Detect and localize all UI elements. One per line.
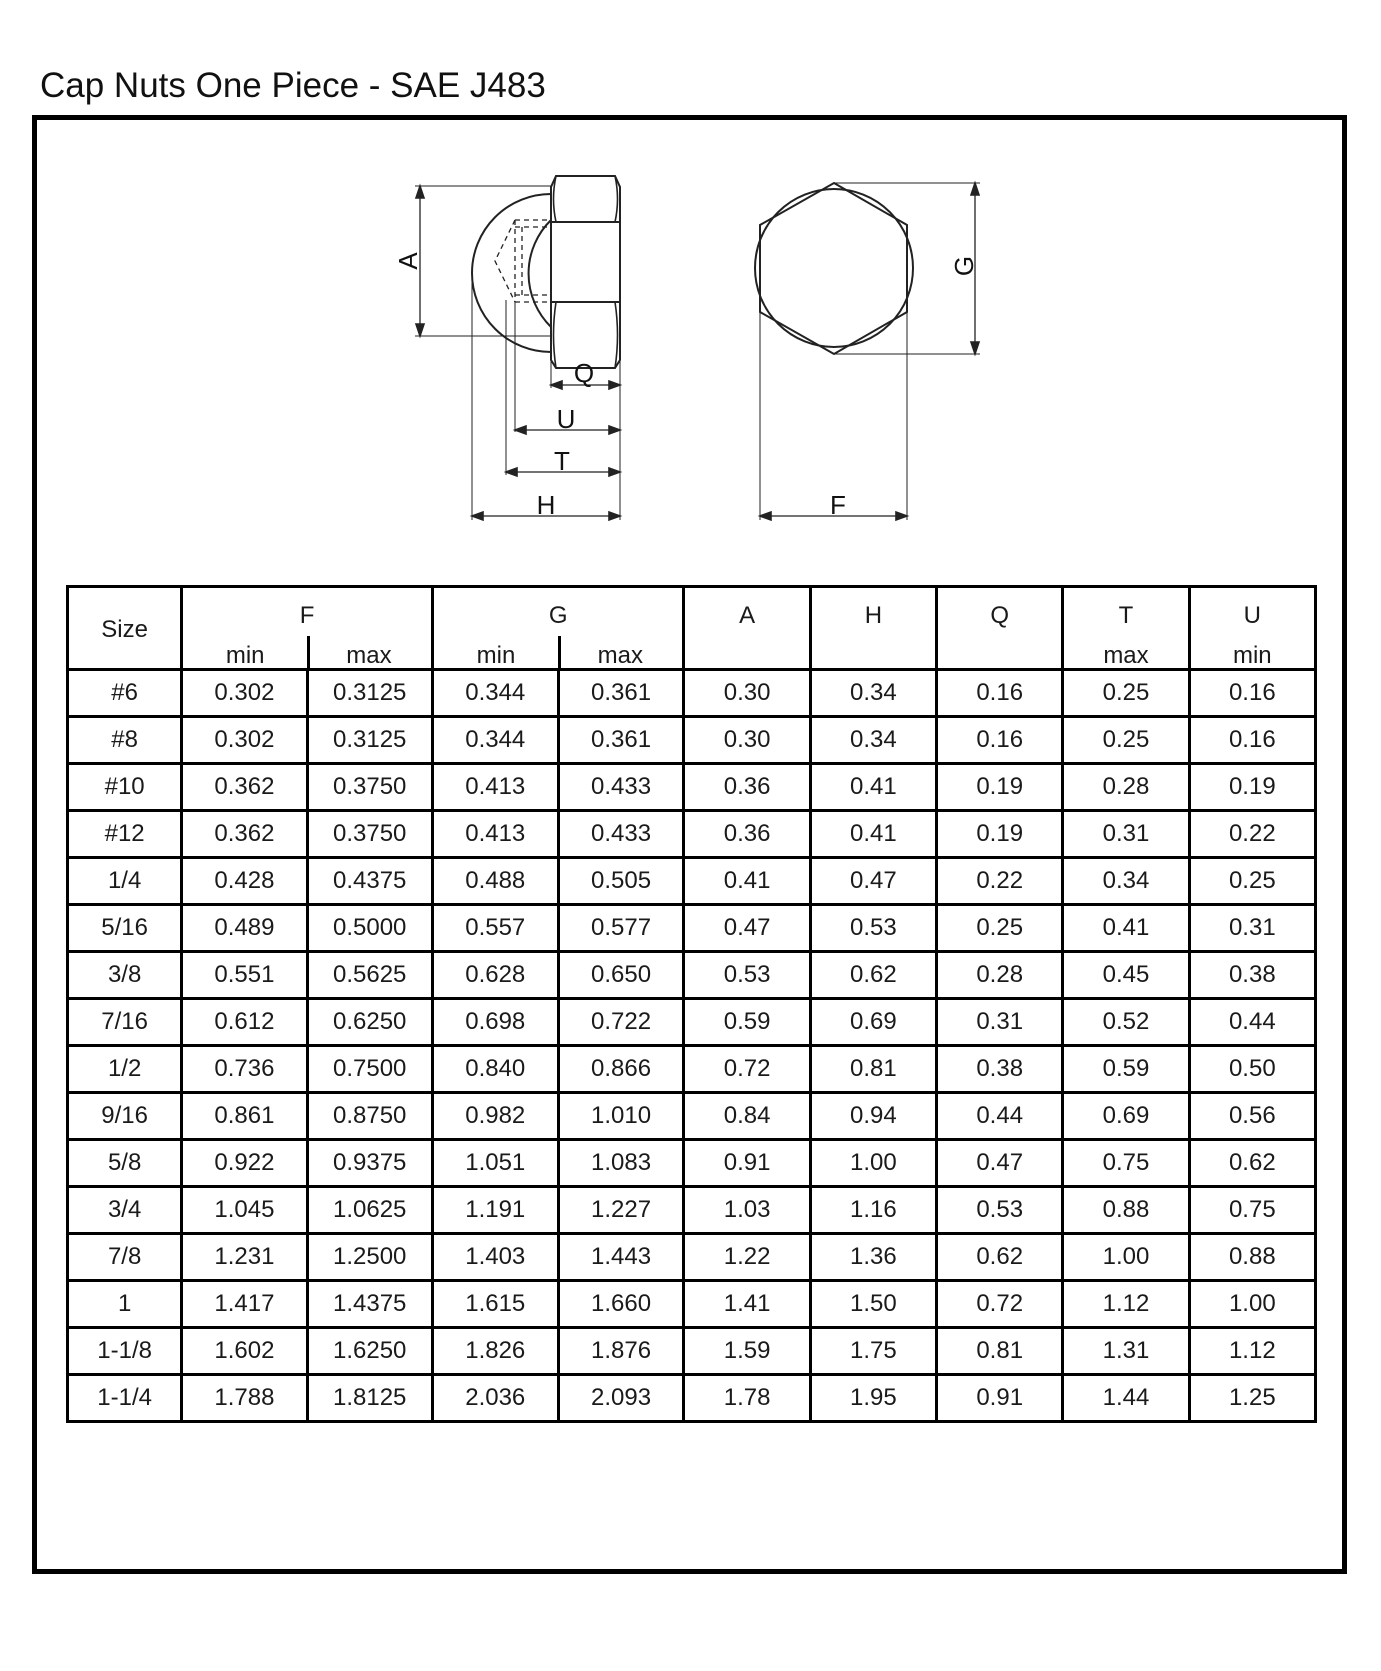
cell-T: 0.31 xyxy=(1063,811,1189,858)
cell-F-max: 1.8125 xyxy=(306,1376,431,1420)
cell-size: #10 xyxy=(68,764,182,811)
cell-A: 1.78 xyxy=(684,1375,810,1422)
cell-U: 0.38 xyxy=(1189,952,1315,999)
cell-A: 1.22 xyxy=(684,1234,810,1281)
cell-F xyxy=(182,1093,433,1140)
cell-H: 0.53 xyxy=(810,905,936,952)
cell-A: 0.47 xyxy=(684,905,810,952)
cell-F xyxy=(182,858,433,905)
cell-G-min: 2.036 xyxy=(465,1384,526,1411)
cell-T: 1.44 xyxy=(1063,1375,1189,1422)
cell-Q: 0.16 xyxy=(937,717,1063,764)
cell-Q: 0.19 xyxy=(937,811,1063,858)
cell-G-max: 0.866 xyxy=(557,1047,683,1091)
cell-G-max: 1.876 xyxy=(557,1329,683,1373)
cell-H: 0.41 xyxy=(810,811,936,858)
cell-F-max: 0.3750 xyxy=(306,765,431,809)
cell-H: 1.75 xyxy=(810,1328,936,1375)
cell-G xyxy=(432,811,684,858)
page-title: Cap Nuts One Piece - SAE J483 xyxy=(40,66,546,105)
header-T-max: max xyxy=(1103,642,1149,669)
cell-T: 0.52 xyxy=(1063,999,1189,1046)
cell-size: #6 xyxy=(68,670,182,717)
cell-T: 0.25 xyxy=(1063,717,1189,764)
cell-A: 0.91 xyxy=(684,1140,810,1187)
cell-F-max: 1.2500 xyxy=(306,1235,431,1279)
cell-Q: 0.16 xyxy=(937,670,1063,717)
cell-G-max: 0.650 xyxy=(557,953,683,997)
cell-F-max: 0.4375 xyxy=(306,859,431,903)
header-F-min: min xyxy=(225,642,265,669)
cell-G-min: 0.840 xyxy=(465,1055,526,1082)
cell-F xyxy=(182,905,433,952)
cell-U: 0.16 xyxy=(1189,717,1315,764)
cell-A: 0.72 xyxy=(684,1046,810,1093)
cell-G-min: 0.557 xyxy=(465,914,526,941)
cell-G-min: 1.051 xyxy=(465,1149,526,1176)
cell-U: 0.16 xyxy=(1189,670,1315,717)
cell-F-max: 0.5625 xyxy=(306,953,431,997)
cell-U: 0.50 xyxy=(1189,1046,1315,1093)
header-G-max: max xyxy=(597,642,643,669)
cell-U: 1.12 xyxy=(1189,1328,1315,1375)
cell-G-max: 1.083 xyxy=(557,1141,683,1185)
cell-F-max: 0.3125 xyxy=(306,671,431,715)
header-Q: Q xyxy=(937,587,1063,670)
header-F-max: max xyxy=(346,642,392,669)
cell-G-min: 0.413 xyxy=(465,773,526,800)
cell-F-min: 1.788 xyxy=(214,1384,275,1411)
cell-Q: 0.72 xyxy=(937,1281,1063,1328)
cell-size: 3/4 xyxy=(68,1187,182,1234)
cell-U: 0.44 xyxy=(1189,999,1315,1046)
cell-F-min: 0.302 xyxy=(214,679,275,706)
cell-G-max: 1.660 xyxy=(557,1282,683,1326)
cell-F xyxy=(182,1187,433,1234)
cell-H: 0.41 xyxy=(810,764,936,811)
cell-Q: 0.25 xyxy=(937,905,1063,952)
table-row xyxy=(68,1187,1316,1234)
cell-G-min: 0.628 xyxy=(465,961,526,988)
cell-U: 1.00 xyxy=(1189,1281,1315,1328)
cell-F-min: 0.362 xyxy=(214,773,275,800)
table-row xyxy=(68,811,1316,858)
cell-size: #12 xyxy=(68,811,182,858)
cell-Q: 0.53 xyxy=(937,1187,1063,1234)
header-F: F min max xyxy=(182,587,433,670)
cell-F-min: 0.302 xyxy=(214,726,275,753)
cell-F-min: 0.428 xyxy=(214,867,275,894)
cell-G-max: 2.093 xyxy=(557,1376,683,1420)
cell-Q: 0.44 xyxy=(937,1093,1063,1140)
cell-G-min: 0.488 xyxy=(465,867,526,894)
cell-F-max: 0.5000 xyxy=(306,906,431,950)
cell-F xyxy=(182,999,433,1046)
cell-F-min: 0.922 xyxy=(214,1149,275,1176)
table-row xyxy=(68,1328,1316,1375)
cell-A: 0.59 xyxy=(684,999,810,1046)
cell-T: 0.28 xyxy=(1063,764,1189,811)
cell-G xyxy=(432,1187,684,1234)
cell-H: 0.34 xyxy=(810,670,936,717)
cell-A: 0.36 xyxy=(684,764,810,811)
cell-F xyxy=(182,717,433,764)
label-F: F xyxy=(830,490,846,520)
table-row xyxy=(68,670,1316,717)
cell-F xyxy=(182,670,433,717)
cell-G-min: 0.982 xyxy=(465,1102,526,1129)
cell-Q: 0.91 xyxy=(937,1375,1063,1422)
cell-F-max: 0.3750 xyxy=(306,812,431,856)
cell-T: 1.31 xyxy=(1063,1328,1189,1375)
cell-F xyxy=(182,1234,433,1281)
cell-F-min: 0.489 xyxy=(214,914,275,941)
table-row xyxy=(68,1281,1316,1328)
cell-G-max: 0.433 xyxy=(557,765,683,809)
side-view xyxy=(415,176,620,520)
cell-F xyxy=(182,811,433,858)
cell-F xyxy=(182,1375,433,1422)
cell-F-max: 1.4375 xyxy=(306,1282,431,1326)
cell-H: 1.36 xyxy=(810,1234,936,1281)
cell-F xyxy=(182,1281,433,1328)
cell-H: 0.34 xyxy=(810,717,936,764)
label-H: H xyxy=(536,490,556,520)
cell-size: 1/4 xyxy=(68,858,182,905)
cell-F xyxy=(182,764,433,811)
cell-G-min: 0.344 xyxy=(465,679,526,706)
cell-F xyxy=(182,1140,433,1187)
cell-F-max: 0.7500 xyxy=(306,1047,431,1091)
cell-G-min: 1.615 xyxy=(465,1290,526,1317)
cell-size: 9/16 xyxy=(68,1093,182,1140)
cell-T: 0.45 xyxy=(1063,952,1189,999)
cell-F-max: 0.3125 xyxy=(306,718,431,762)
cell-Q: 0.22 xyxy=(937,858,1063,905)
cell-G-max: 0.361 xyxy=(557,671,683,715)
table-row xyxy=(68,764,1316,811)
cell-U: 1.25 xyxy=(1189,1375,1315,1422)
label-Q: Q xyxy=(573,358,595,388)
cell-T: 0.69 xyxy=(1063,1093,1189,1140)
label-G: G xyxy=(949,255,979,277)
cell-G xyxy=(432,1375,684,1422)
cell-H: 0.94 xyxy=(810,1093,936,1140)
cell-size: 1-1/8 xyxy=(68,1328,182,1375)
cell-U: 0.88 xyxy=(1189,1234,1315,1281)
cell-G-min: 1.826 xyxy=(465,1337,526,1364)
cell-G-max: 0.361 xyxy=(557,718,683,762)
cell-G xyxy=(432,1234,684,1281)
cell-F-min: 1.045 xyxy=(214,1196,275,1223)
header-T: T max xyxy=(1063,587,1189,670)
cell-F-max: 0.9375 xyxy=(306,1141,431,1185)
cell-G-min: 1.403 xyxy=(465,1243,526,1270)
cell-F-min: 0.551 xyxy=(214,961,275,988)
cell-G xyxy=(432,999,684,1046)
cell-A: 0.30 xyxy=(684,717,810,764)
cell-G xyxy=(432,1140,684,1187)
cell-G-max: 0.505 xyxy=(557,859,683,903)
cell-F-min: 1.417 xyxy=(214,1290,275,1317)
cell-T: 0.25 xyxy=(1063,670,1189,717)
table-row xyxy=(68,858,1316,905)
cell-G-max: 0.433 xyxy=(557,812,683,856)
table-row xyxy=(68,952,1316,999)
cell-T: 0.34 xyxy=(1063,858,1189,905)
cell-G xyxy=(432,670,684,717)
cell-U: 0.75 xyxy=(1189,1187,1315,1234)
header-A: A xyxy=(684,587,810,670)
cell-U: 0.25 xyxy=(1189,858,1315,905)
cell-T: 0.41 xyxy=(1063,905,1189,952)
table-header-row xyxy=(68,587,1316,670)
cell-G-min: 0.344 xyxy=(465,726,526,753)
cell-Q: 0.19 xyxy=(937,764,1063,811)
cell-T: 0.88 xyxy=(1063,1187,1189,1234)
cell-H: 1.95 xyxy=(810,1375,936,1422)
table-row xyxy=(68,1093,1316,1140)
header-U-min: min xyxy=(1232,642,1272,669)
cell-F-max: 0.8750 xyxy=(306,1094,431,1138)
cell-A: 0.36 xyxy=(684,811,810,858)
cell-F xyxy=(182,1328,433,1375)
table-row xyxy=(68,1375,1316,1422)
spec-table xyxy=(66,585,1317,1423)
cell-F-min: 1.602 xyxy=(214,1337,275,1364)
cell-size: 3/8 xyxy=(68,952,182,999)
cell-Q: 0.81 xyxy=(937,1328,1063,1375)
label-U: U xyxy=(556,404,576,434)
cell-G xyxy=(432,952,684,999)
cell-G-min: 1.191 xyxy=(465,1196,526,1223)
cell-size: 7/8 xyxy=(68,1234,182,1281)
cell-H: 0.62 xyxy=(810,952,936,999)
cell-A: 1.03 xyxy=(684,1187,810,1234)
cell-A: 1.41 xyxy=(684,1281,810,1328)
cell-U: 0.62 xyxy=(1189,1140,1315,1187)
cell-G xyxy=(432,1328,684,1375)
cell-G xyxy=(432,1046,684,1093)
label-T: T xyxy=(554,446,570,476)
cell-F-max: 1.6250 xyxy=(306,1329,431,1373)
cell-A: 0.53 xyxy=(684,952,810,999)
table-row xyxy=(68,1046,1316,1093)
end-view xyxy=(755,183,980,520)
cell-G-min: 0.413 xyxy=(465,820,526,847)
cell-size: 1 xyxy=(68,1281,182,1328)
cell-size: #8 xyxy=(68,717,182,764)
cell-F-max: 1.0625 xyxy=(306,1188,431,1232)
header-G: G min max xyxy=(432,587,684,670)
cell-F xyxy=(182,952,433,999)
cell-G xyxy=(432,1093,684,1140)
cell-G-max: 1.010 xyxy=(557,1094,683,1138)
cell-size: 1-1/4 xyxy=(68,1375,182,1422)
cell-size: 5/16 xyxy=(68,905,182,952)
cell-Q: 0.38 xyxy=(937,1046,1063,1093)
cell-size: 7/16 xyxy=(68,999,182,1046)
cell-G xyxy=(432,858,684,905)
cell-F-min: 0.736 xyxy=(214,1055,275,1082)
cell-Q: 0.28 xyxy=(937,952,1063,999)
cell-size: 1/2 xyxy=(68,1046,182,1093)
cell-Q: 0.31 xyxy=(937,999,1063,1046)
cell-F-max: 0.6250 xyxy=(306,1000,431,1044)
cell-G-max: 1.227 xyxy=(557,1188,683,1232)
table-row xyxy=(68,717,1316,764)
cell-H: 1.50 xyxy=(810,1281,936,1328)
cell-F-min: 0.861 xyxy=(214,1102,275,1129)
table-row xyxy=(68,1234,1316,1281)
cell-T: 1.00 xyxy=(1063,1234,1189,1281)
cell-F xyxy=(182,1046,433,1093)
header-H: H xyxy=(810,587,936,670)
cell-size: 5/8 xyxy=(68,1140,182,1187)
cell-H: 0.47 xyxy=(810,858,936,905)
cell-Q: 0.62 xyxy=(937,1234,1063,1281)
header-G-min: min xyxy=(476,642,516,669)
cell-A: 1.59 xyxy=(684,1328,810,1375)
cell-H: 1.00 xyxy=(810,1140,936,1187)
cell-G-max: 0.577 xyxy=(557,906,683,950)
cell-H: 0.81 xyxy=(810,1046,936,1093)
cell-A: 0.41 xyxy=(684,858,810,905)
table-row xyxy=(68,905,1316,952)
cell-H: 1.16 xyxy=(810,1187,936,1234)
cell-G xyxy=(432,905,684,952)
cell-F-min: 0.362 xyxy=(214,820,275,847)
cell-G xyxy=(432,1281,684,1328)
header-size: Size xyxy=(68,587,182,670)
cell-U: 0.22 xyxy=(1189,811,1315,858)
cell-H: 0.69 xyxy=(810,999,936,1046)
cell-G-max: 0.722 xyxy=(557,1000,683,1044)
header-U: U min xyxy=(1189,587,1315,670)
cell-G-max: 1.443 xyxy=(557,1235,683,1279)
cell-G xyxy=(432,764,684,811)
cell-U: 0.19 xyxy=(1189,764,1315,811)
cell-A: 0.30 xyxy=(684,670,810,717)
cell-T: 0.75 xyxy=(1063,1140,1189,1187)
table-row xyxy=(68,999,1316,1046)
cell-G xyxy=(432,717,684,764)
cell-Q: 0.47 xyxy=(937,1140,1063,1187)
table-row xyxy=(68,1140,1316,1187)
cap-nut-drawing xyxy=(0,0,1381,580)
cell-F-min: 0.612 xyxy=(214,1008,275,1035)
cell-G-min: 0.698 xyxy=(465,1008,526,1035)
cell-T: 0.59 xyxy=(1063,1046,1189,1093)
cell-F-min: 1.231 xyxy=(214,1243,275,1270)
cell-A: 0.84 xyxy=(684,1093,810,1140)
label-A: A xyxy=(393,252,423,270)
cell-U: 0.56 xyxy=(1189,1093,1315,1140)
cell-U: 0.31 xyxy=(1189,905,1315,952)
cell-T: 1.12 xyxy=(1063,1281,1189,1328)
